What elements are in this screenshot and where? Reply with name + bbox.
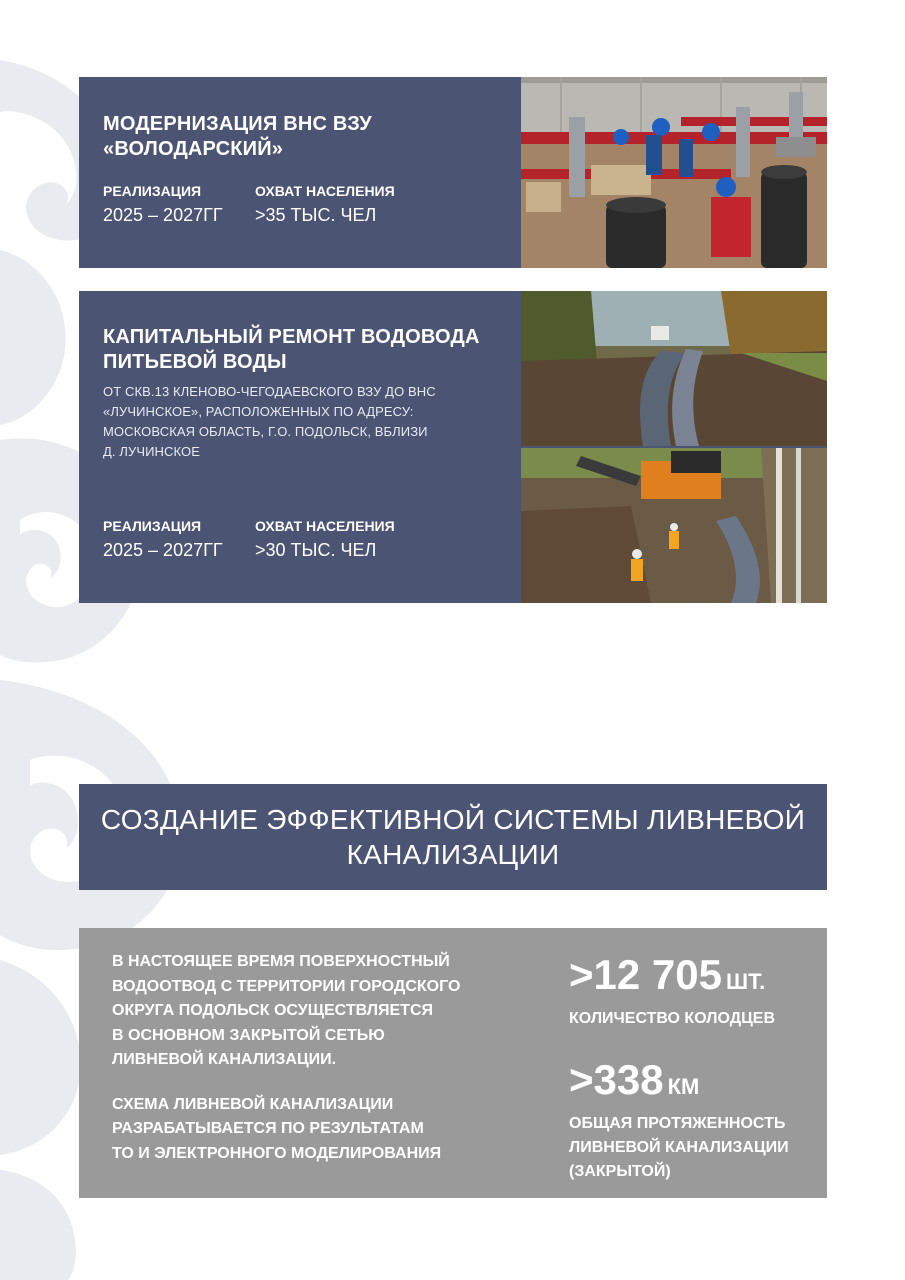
realization-value: 2025 – 2027ГГ xyxy=(103,540,223,560)
project-title-line: ПИТЬЕВОЙ ВОДЫ xyxy=(103,351,287,373)
project-meta xyxy=(103,517,395,563)
realization-value: 2025 – 2027ГГ xyxy=(103,205,223,225)
project-card-text xyxy=(79,291,521,603)
stat-length xyxy=(569,1055,819,1184)
project-title xyxy=(103,112,497,162)
stat-value xyxy=(569,1055,819,1112)
info-line: ЛИВНЕВОЙ КАНАЛИЗАЦИИ. xyxy=(112,1051,337,1068)
info-line: В ОСНОВНОМ ЗАКРЫТОЙ СЕТЬЮ xyxy=(112,1026,385,1044)
pump-station-photo xyxy=(521,77,827,268)
info-paragraph-1 xyxy=(112,950,532,1073)
stat-wells xyxy=(569,950,819,1031)
realization-label: РЕАЛИЗАЦИЯ xyxy=(103,518,202,534)
info-stats xyxy=(569,950,819,1184)
stat-number: >12 705 xyxy=(569,951,722,998)
info-line: СХЕМА ЛИВНЕВОЙ КАНАЛИЗАЦИИ xyxy=(112,1095,394,1113)
stat-caption-line: ОБЩАЯ ПРОТЯЖЕННОСТЬ xyxy=(569,1115,786,1132)
description-line: ОТ СКВ.13 КЛЕНОВО-ЧЕГОДАЕВСКОГО ВЗУ ДО ВНС xyxy=(103,384,436,399)
stat-caption xyxy=(569,1007,819,1031)
stat-caption-line: КОЛИЧЕСТВО КОЛОДЦЕВ xyxy=(569,1010,776,1027)
description-line: МОСКОВСКАЯ ОБЛАСТЬ, Г.О. ПОДОЛЬСК, ВБЛИЗИ xyxy=(103,424,428,439)
project-title-line: МОДЕРНИЗАЦИЯ ВНС ВЗУ xyxy=(103,113,372,135)
project-title xyxy=(103,325,497,375)
stat-caption-line: ЛИВНЕВОЙ КАНАЛИЗАЦИИ xyxy=(569,1139,789,1156)
info-line: ОКРУГА ПОДОЛЬСК ОСУЩЕСТВЛЯЕТСЯ xyxy=(112,1002,433,1019)
coverage-value: >30 ТЫС. ЧЕЛ xyxy=(255,540,377,560)
project-description xyxy=(103,382,497,462)
stat-unit: ШТ. xyxy=(726,969,766,994)
project-card-vns-volodarsky xyxy=(79,77,827,268)
coverage-label: ОХВАТ НАСЕЛЕНИЯ xyxy=(255,183,395,199)
project-title-line: «ВОЛОДАРСКИЙ» xyxy=(103,138,284,160)
info-line: В НАСТОЯЩЕЕ ВРЕМЯ ПОВЕРХНОСТНЫЙ xyxy=(112,953,450,970)
stat-unit: КМ xyxy=(667,1074,700,1099)
stat-value xyxy=(569,950,819,1007)
stat-caption xyxy=(569,1112,819,1184)
coverage-value: >35 ТЫС. ЧЕЛ xyxy=(255,205,377,225)
project-title-line: КАПИТАЛЬНЫЙ РЕМОНТ ВОДОВОДА xyxy=(103,326,480,348)
section-title-line: СОЗДАНИЕ ЭФФЕКТИВНОЙ СИСТЕМЫ ЛИВНЕВОЙ xyxy=(100,804,806,835)
project-card-text xyxy=(79,77,521,268)
info-line: РАЗРАБАТЫВАЕТСЯ ПО РЕЗУЛЬТАТАМ xyxy=(112,1120,424,1137)
section-title-line: КАНАЛИЗАЦИИ xyxy=(346,839,560,870)
storm-sewer-info-block xyxy=(79,928,827,1198)
stat-caption-line: (ЗАКРЫТОЙ) xyxy=(569,1163,671,1180)
info-text xyxy=(112,950,532,1166)
section-title-banner xyxy=(79,784,827,890)
description-line: «ЛУЧИНСКОЕ», РАСПОЛОЖЕННЫХ ПО АДРЕСУ: xyxy=(103,404,414,419)
coverage-label: ОХВАТ НАСЕЛЕНИЯ xyxy=(255,518,395,534)
stat-number: >338 xyxy=(569,1056,664,1103)
info-line: ТО И ЭЛЕКТРОННОГО МОДЕЛИРОВАНИЯ xyxy=(112,1144,442,1162)
realization-label: РЕАЛИЗАЦИЯ xyxy=(103,183,202,199)
info-line: ВОДООТВОД С ТЕРРИТОРИИ ГОРОДСКОГО xyxy=(112,977,461,995)
info-paragraph-2 xyxy=(112,1093,532,1167)
project-meta xyxy=(103,182,497,228)
pipeline-photos xyxy=(521,291,827,603)
description-line: Д. ЛУЧИНСКОЕ xyxy=(103,444,201,459)
project-card-water-pipeline xyxy=(79,291,827,603)
